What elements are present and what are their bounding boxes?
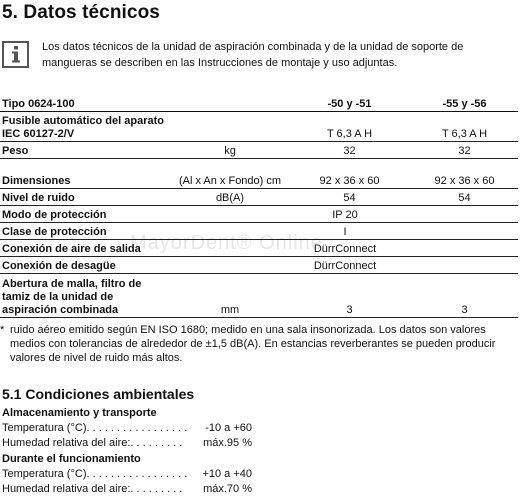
row-col2: 3 <box>411 274 518 318</box>
row-col2: 92 x 36 x 60 <box>411 159 518 189</box>
footnote-text: ruido aéreo emitido según EN ISO 1680; medido en una sala insonorizada. Los datos son valores medios con tolerancias de alrededor de ±1,5 dB(A). En estancias reverberantes se pueden producir valores de nivel de ruido más altos. <box>10 324 496 364</box>
row-label: Fusible automático del aparato IEC 60127-2/V <box>0 112 172 142</box>
storage-conditions <box>2 406 252 451</box>
row-span-value: DürrConnect <box>172 257 518 274</box>
info-glyph <box>9 46 23 64</box>
row-unit <box>172 112 288 142</box>
row-col1: 3 <box>288 274 411 318</box>
storage-temp-value: -10 a +60 <box>205 422 252 434</box>
row-span-value: I <box>172 223 518 240</box>
row-col2: 54 <box>411 189 518 206</box>
row-label: Clase de protección <box>0 223 172 240</box>
operation-temp-label: Temperatura (°C). . . . . . . . . . . . . . . . . <box>2 468 188 480</box>
row-label: Conexión de aire de salida <box>0 240 172 257</box>
storage-title: Almacenamiento y transporte <box>2 407 157 419</box>
operation-temp-value: +10 a +40 <box>202 468 252 480</box>
row-label: Nivel de ruido <box>0 189 172 206</box>
row-label: Dimensiones <box>0 159 172 189</box>
storage-temp-label: Temperatura (°C). . . . . . . . . . . . . . . . . <box>2 422 188 434</box>
table-row <box>0 159 518 189</box>
row-unit: dB(A) <box>172 189 288 206</box>
header-col1: -50 y -51 <box>288 95 411 112</box>
table-row <box>0 206 518 223</box>
row-label: Abertura de malla, filtro de tamiz de la unidad de aspiración combinada <box>0 274 172 318</box>
row-span-value: DürrConnect <box>172 240 518 257</box>
row-label: Conexión de desagüe <box>0 257 172 274</box>
section-title-conditions: 5.1 Condiciones ambientales <box>2 386 195 402</box>
row-label: Peso <box>0 142 172 159</box>
header-unit <box>172 95 288 112</box>
table-row <box>0 257 518 274</box>
row-col1: 32 <box>288 142 411 159</box>
row-col2: T 6,3 A H <box>411 112 518 142</box>
operation-hum-value: máx.70 % <box>203 483 252 495</box>
watermark: MayorDent® Online <box>130 232 323 254</box>
page-title: 5. Datos técnicos <box>2 2 160 23</box>
info-icon <box>2 41 29 68</box>
row-unit: kg <box>172 142 288 159</box>
table-row <box>0 189 518 206</box>
table-row <box>0 223 518 240</box>
table-row <box>0 274 518 318</box>
operation-conditions <box>2 452 252 497</box>
row-col1: T 6,3 A H <box>288 112 411 142</box>
storage-hum-row <box>2 436 252 451</box>
row-label: Modo de protección <box>0 206 172 223</box>
storage-hum-label: Humedad relativa del aire:. . . . . . . . . <box>2 437 183 449</box>
table-row <box>0 142 518 159</box>
footnote-mark: * <box>0 324 5 336</box>
operation-hum-row <box>2 482 252 497</box>
info-text: Los datos técnicos de la unidad de aspiración combinada y de la unidad de soporte de mangueras se describen en las Instrucciones de montaje y uso adjuntas. <box>42 41 464 69</box>
footnote <box>0 323 510 365</box>
row-col2: 32 <box>411 142 518 159</box>
row-col1: 92 x 36 x 60 <box>288 159 411 189</box>
table-row <box>0 240 518 257</box>
operation-hum-label: Humedad relativa del aire:. . . . . . . . . <box>2 483 183 495</box>
table-row <box>0 112 518 142</box>
technical-data-table <box>0 95 518 318</box>
row-unit: (Al x An x Fondo) cm <box>172 159 288 189</box>
storage-temp-row <box>2 421 252 436</box>
row-col1: 54 <box>288 189 411 206</box>
operation-temp-row <box>2 467 252 482</box>
row-unit: mm <box>172 274 288 318</box>
header-col2: -55 y -56 <box>411 95 518 112</box>
table-header-row <box>0 95 518 112</box>
header-type: Tipo 0624-100 <box>0 95 172 112</box>
operation-title: Durante el funcionamiento <box>2 453 141 465</box>
row-span-value: IP 20 <box>172 206 518 223</box>
storage-hum-value: máx.95 % <box>203 437 252 449</box>
